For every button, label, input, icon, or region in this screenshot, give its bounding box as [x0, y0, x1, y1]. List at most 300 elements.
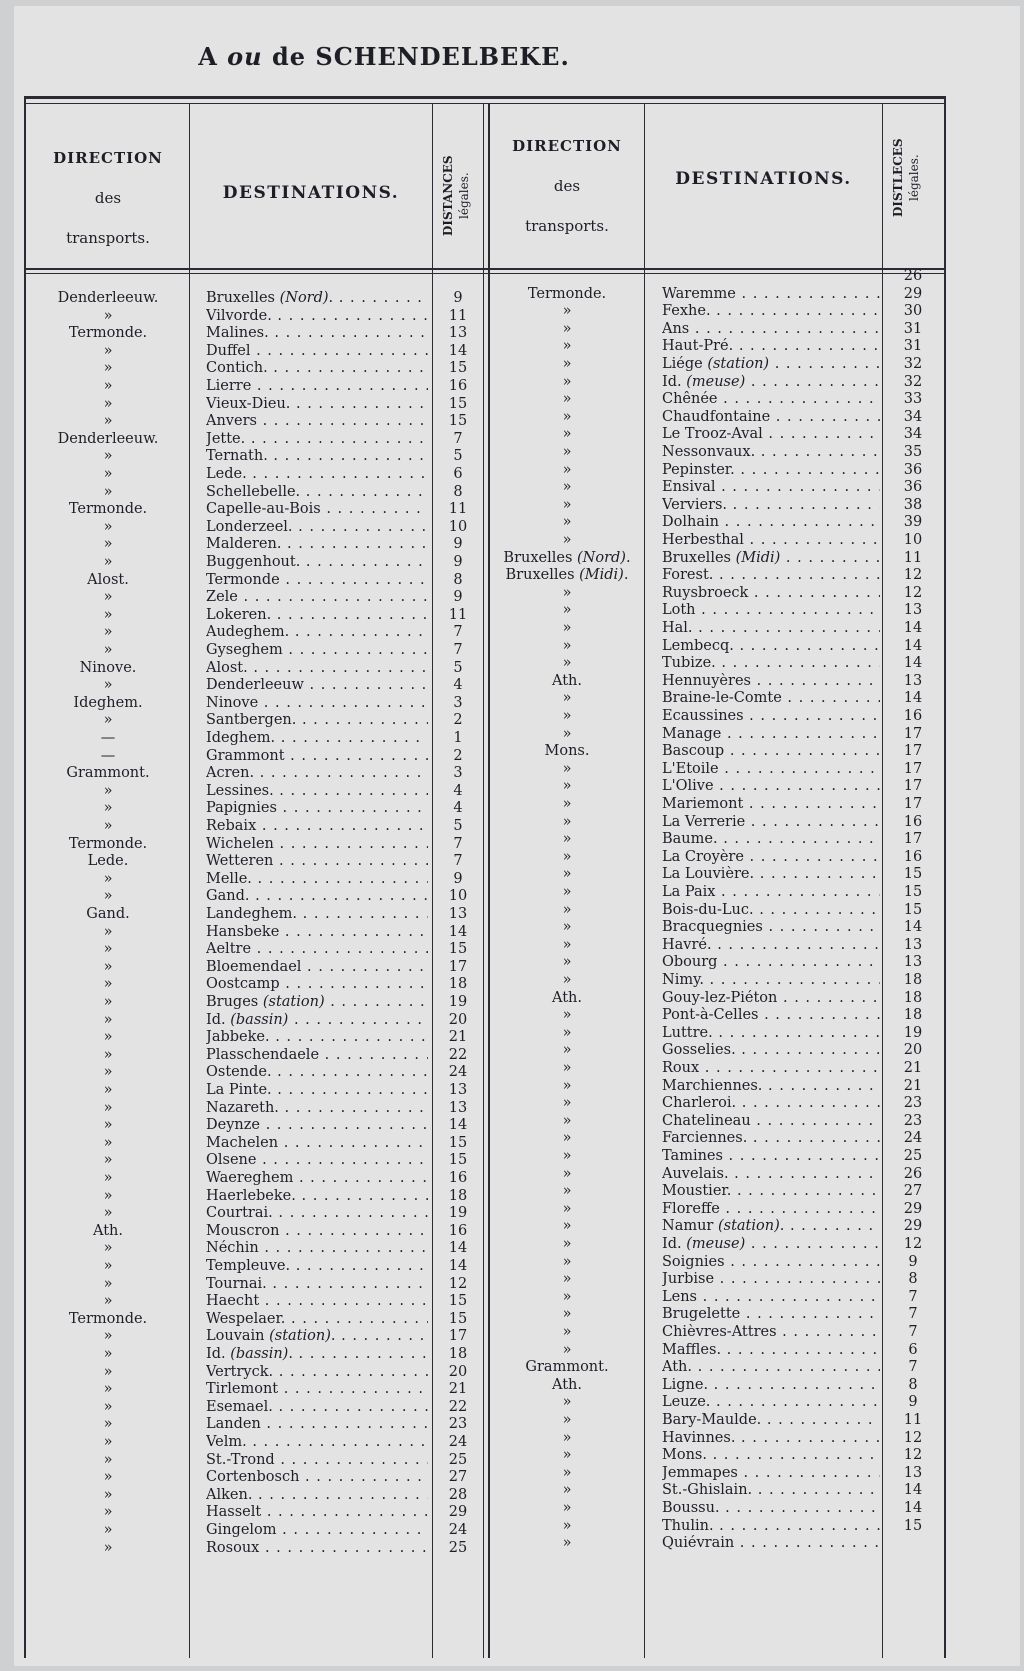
direction-cell: » — [562, 708, 572, 724]
distance-cell: 31 — [903, 320, 923, 337]
destination-cell: Bois-du-Luc. . . . — [662, 902, 880, 920]
direction-cell: » — [103, 1451, 113, 1468]
direction-cell: » — [562, 1112, 572, 1129]
distance-cell: 18 — [448, 1346, 468, 1362]
direction-cell: Termonde. — [68, 835, 148, 852]
table-row — [14, 1078, 954, 1096]
direction-cell: Lede. — [87, 853, 129, 870]
distance-cell: 10 — [448, 518, 468, 535]
distance-cell: 33 — [903, 391, 923, 408]
table-row — [14, 937, 954, 955]
destination-cell: Tirlemont . . . — [206, 1381, 428, 1399]
destination-cell: Ostende. . . . — [206, 1064, 428, 1082]
distance-cell: 15 — [448, 1134, 468, 1151]
parenthetical-note: (bassin) — [230, 1346, 289, 1362]
destination-cell: Rosoux . . . — [206, 1540, 428, 1558]
direction-cell: Ath. — [93, 1222, 123, 1239]
distance-cell: 24 — [903, 1130, 923, 1147]
parenthetical-note: (meuse) — [686, 373, 746, 390]
table-row — [14, 1482, 954, 1500]
table-row — [14, 497, 954, 515]
table-row — [14, 796, 954, 814]
direction-cell: » — [562, 936, 572, 953]
distance-cell: 18 — [903, 1007, 923, 1024]
direction-cell: Mons. — [544, 743, 590, 760]
destination-cell: Louvain (station). . . . — [206, 1328, 428, 1346]
destination-cell: La Croyère . . . — [662, 849, 880, 867]
distance-cell: 4 — [453, 677, 463, 694]
direction-cell: » — [562, 831, 572, 848]
direction-cell: » — [562, 1165, 572, 1182]
direction-cell: » — [103, 677, 113, 694]
direction-cell: Gand. — [86, 906, 130, 922]
direction-cell: » — [562, 1394, 572, 1411]
direction-cell: Termonde. — [68, 501, 148, 518]
destination-cell: Braine-le-Comte . . . — [662, 690, 880, 708]
header-distances-left-line1: DISTANCES — [441, 155, 455, 237]
destination-cell: Quiévrain . . . — [662, 1535, 880, 1553]
direction-cell: » — [562, 1535, 572, 1552]
direction-cell: » — [562, 1447, 572, 1464]
distance-cell: 17 — [448, 1328, 468, 1345]
table-row — [14, 1535, 954, 1553]
table-row — [14, 1430, 954, 1448]
destination-cell: Id. (bassin). . . . — [206, 1346, 428, 1364]
table-row — [14, 567, 954, 585]
distance-cell: 14 — [903, 1500, 923, 1516]
parenthetical-note: (station) — [707, 356, 770, 372]
table-row — [14, 814, 954, 832]
distance-cell: 8 — [908, 1376, 918, 1393]
table-row — [14, 1025, 954, 1043]
direction-cell: » — [103, 1293, 113, 1310]
destination-cell: Schellebelle. . . . — [206, 484, 428, 502]
direction-cell: » — [103, 536, 113, 553]
destination-cell: Buggenhout. . . . — [206, 554, 428, 572]
destination-cell: Landeghem. . . . — [206, 906, 428, 924]
page-title — [14, 42, 754, 71]
distance-cell: 22 — [448, 1398, 468, 1415]
header-distances-left-line2: légales. — [457, 172, 471, 220]
direction-cell: » — [103, 1398, 113, 1415]
table-row — [14, 884, 954, 902]
distance-cell: 15 — [448, 413, 468, 430]
header-direction-right-line2: des — [553, 177, 581, 195]
destination-cell: Marchiennes. . . . — [662, 1078, 880, 1096]
table-row — [14, 303, 954, 321]
distance-cell: 11 — [448, 501, 468, 518]
destination-cell: Chièvres-Attres . . . — [662, 1324, 880, 1342]
distance-cell: 24 — [448, 1434, 468, 1450]
destination-cell: Jabbeke. . . . — [206, 1029, 428, 1047]
destination-cell: Malines. . . . — [206, 325, 428, 343]
distance-cell: 10 — [903, 532, 923, 548]
destination-cell: Rebaix . . . — [206, 818, 428, 836]
header-direction-left — [28, 138, 188, 258]
distance-cell: 13 — [448, 1099, 468, 1116]
destination-cell: Manage . . . — [662, 726, 880, 744]
destination-cell: Mons. . . . — [662, 1447, 880, 1465]
direction-cell: » — [562, 303, 572, 320]
direction-cell: » — [562, 1500, 572, 1516]
destination-cell: Acren. . . . — [206, 765, 428, 783]
destination-cell: Baume. . . . — [662, 831, 880, 849]
distance-cell: 14 — [903, 637, 923, 654]
distance-cell: 32 — [903, 356, 923, 372]
direction-cell: » — [103, 1346, 113, 1362]
header-direction-right-line1: DIRECTION — [512, 137, 622, 155]
destination-cell: Ligne. . . . — [662, 1377, 880, 1395]
distance-cell: 14 — [903, 655, 923, 672]
distance-cell: 36 — [903, 479, 923, 496]
distance-cell: 7 — [453, 853, 463, 870]
destination-cell: Fexhe. . . . — [662, 303, 880, 321]
destination-cell: Écaussines . . . — [662, 708, 880, 726]
direction-cell: » — [562, 1130, 572, 1147]
destination-cell: Maffles. . . . — [662, 1342, 880, 1360]
table-row — [14, 1042, 954, 1060]
destination-cell: Bloemendael . . . — [206, 959, 428, 977]
destination-cell: Velm. . . . — [206, 1434, 428, 1452]
table-row — [14, 902, 954, 920]
distance-cell: 34 — [903, 408, 923, 425]
direction-cell: Ideghem. — [73, 694, 143, 711]
distance-cell: 12 — [903, 567, 923, 584]
destination-cell: Aeltre . . . — [206, 941, 428, 959]
table-row — [14, 268, 954, 286]
destination-cell: Jurbise . . . — [662, 1271, 880, 1289]
destination-cell: Haecht . . . — [206, 1293, 428, 1311]
destination-cell: Leuze. . . . — [662, 1394, 880, 1412]
header-distances-right-line2: légales. — [907, 154, 921, 202]
destination-cell: Papignies . . . — [206, 800, 428, 818]
distance-cell: 12 — [903, 1429, 923, 1446]
destination-cell: Deynze . . . — [206, 1117, 428, 1135]
direction-cell: » — [562, 461, 572, 478]
destination-cell: Hennuyères . . . — [662, 673, 880, 691]
distance-cell: 13 — [903, 672, 923, 689]
distance-cell: 15 — [903, 866, 923, 883]
table-row — [14, 1465, 954, 1483]
direction-cell: » — [562, 1341, 572, 1358]
table-row — [14, 391, 954, 409]
destination-cell: Lessines. . . . — [206, 783, 428, 801]
destination-cell: Londerzeel. . . . — [206, 519, 428, 537]
destination-cell: Alken. . . . — [206, 1487, 428, 1505]
table-row — [14, 1447, 954, 1465]
distance-cell: 9 — [908, 1394, 918, 1411]
direction-cell: » — [562, 1306, 572, 1323]
table-row — [14, 954, 954, 972]
direction-cell: » — [562, 796, 572, 812]
distance-cell: 15 — [448, 1293, 468, 1310]
direction-cell: Grammont. — [525, 1359, 609, 1376]
destination-cell: Gouy-lez-Piéton . . . — [662, 990, 880, 1008]
table-row — [14, 620, 954, 638]
destination-cell: Ninove . . . — [206, 695, 428, 713]
direction-cell: » — [103, 466, 113, 482]
distance-cell: 3 — [453, 765, 463, 782]
distance-cell: 8 — [453, 571, 463, 588]
table-row — [14, 1377, 954, 1395]
destination-cell: Alost. . . . — [206, 660, 428, 678]
direction-cell: » — [103, 624, 113, 641]
direction-cell: » — [103, 976, 113, 993]
table-row — [14, 1394, 954, 1412]
distance-cell: 9 — [453, 536, 463, 553]
table-row — [14, 1007, 954, 1025]
distance-cell: 15 — [903, 884, 923, 900]
distance-cell: 38 — [903, 496, 923, 513]
table-row — [14, 1289, 954, 1307]
table-row — [14, 1060, 954, 1078]
header-direction-right-line3: transports. — [525, 217, 609, 235]
direction-cell: » — [103, 888, 113, 905]
table-row — [14, 1500, 954, 1518]
table-row — [14, 1148, 954, 1166]
distance-cell: 12 — [448, 1275, 468, 1292]
direction-cell: » — [562, 884, 572, 900]
direction-cell: » — [103, 1046, 113, 1063]
distance-cell: 6 — [908, 1341, 918, 1358]
direction-cell: » — [562, 1288, 572, 1305]
direction-cell: » — [562, 813, 572, 830]
destination-cell: Bary-Maulde. . . . — [662, 1412, 880, 1430]
book-page — [14, 6, 1020, 1666]
distance-cell: 14 — [448, 1240, 468, 1257]
destination-cell: Vilvorde. . . . — [206, 308, 428, 326]
direction-cell: » — [103, 589, 113, 606]
direction-cell: » — [562, 1095, 572, 1112]
distance-cell: 9 — [453, 589, 463, 606]
direction-cell: Ath. — [552, 1376, 582, 1393]
header-direction-line3: transports. — [66, 229, 150, 247]
header-destinations-left: DESTINATIONS. — [222, 183, 400, 203]
distance-cell: 8 — [908, 1271, 918, 1288]
distance-cell: 9 — [908, 1253, 918, 1270]
table-row — [14, 550, 954, 568]
direction-cell: » — [562, 1482, 572, 1499]
distance-cell: 23 — [903, 1112, 923, 1129]
distance-cell: 28 — [448, 1486, 468, 1503]
direction-cell: » — [562, 1218, 572, 1235]
destination-cell: Duffel . . . — [206, 343, 428, 361]
distance-cell: 14 — [903, 1482, 923, 1499]
distance-cell: 15 — [448, 941, 468, 958]
direction-cell: » — [562, 373, 572, 390]
direction-cell: » — [103, 342, 113, 359]
destination-cell: St.-Ghislain. . . . — [662, 1482, 880, 1500]
table-row — [14, 532, 954, 550]
table-row — [14, 1359, 954, 1377]
table-row — [14, 602, 954, 620]
direction-cell: Termonde. — [68, 1310, 148, 1327]
direction-cell: » — [562, 426, 572, 443]
direction-cell: » — [562, 496, 572, 513]
parenthetical-note: (station) — [262, 994, 325, 1010]
destination-cell: L'Olive . . . — [662, 778, 880, 796]
destination-cell: Oostcamp . . . — [206, 976, 428, 994]
distance-cell: 16 — [448, 378, 468, 394]
destination-cell: Wichelen . . . — [206, 836, 428, 854]
distance-cell: 36 — [903, 461, 923, 478]
table-row — [14, 514, 954, 532]
direction-cell: » — [103, 1099, 113, 1116]
direction-cell: » — [103, 1328, 113, 1345]
destination-cell: Lens . . . — [662, 1289, 880, 1307]
table-row — [14, 1254, 954, 1272]
destination-cell: Gosselies. . . . — [662, 1042, 880, 1060]
direction-cell: Ath. — [552, 989, 582, 1006]
distance-cell: 13 — [448, 906, 468, 922]
table-row — [14, 1412, 954, 1430]
direction-cell: » — [562, 954, 572, 971]
destination-cell: Ideghem. . . . — [206, 730, 428, 748]
direction-cell: » — [562, 848, 572, 865]
destination-cell: Loth . . . — [662, 602, 880, 620]
distance-cell: 9 — [453, 870, 463, 887]
direction-cell: Termonde. — [68, 325, 148, 342]
distance-cell: 11 — [903, 1412, 923, 1428]
direction-cell: » — [103, 606, 113, 623]
parenthetical-note: (meuse) — [686, 1236, 746, 1252]
distance-cell: 25 — [903, 1148, 923, 1164]
destination-cell: Gand. . . . — [206, 888, 428, 906]
distance-cell: 19 — [448, 994, 468, 1010]
table-row — [14, 585, 954, 603]
destination-cell: Vieux-Dieu. . . . — [206, 396, 428, 414]
distance-cell: 7 — [453, 624, 463, 641]
destination-cell: Audeghem. . . . — [206, 624, 428, 642]
distance-cell: 2 — [453, 747, 463, 764]
distance-cell: 13 — [903, 936, 923, 953]
distance-cell: 29 — [903, 1200, 923, 1217]
direction-cell: — — [100, 747, 116, 764]
destination-cell: Namur (station). . . . — [662, 1218, 880, 1236]
direction-cell: Bruxelles (Midi). — [505, 567, 629, 584]
parenthetical-note: (Midi) — [579, 567, 624, 584]
direction-cell: » — [562, 1412, 572, 1428]
table-row — [14, 849, 954, 867]
direction-cell: » — [562, 866, 572, 883]
parenthetical-note: (Midi) — [735, 549, 781, 566]
direction-cell: » — [562, 1200, 572, 1217]
destination-cell: Courtrai. . . . — [206, 1205, 428, 1223]
destination-cell: Haut-Pré. . . . — [662, 338, 880, 356]
distance-cell: 17 — [903, 743, 923, 760]
destination-cell: Waremme . . . — [662, 286, 880, 304]
destination-cell: Zele . . . — [206, 589, 428, 607]
direction-cell: » — [562, 479, 572, 496]
direction-cell: Grammont. — [66, 765, 150, 782]
distance-cell: 23 — [448, 1416, 468, 1433]
distance-cell: 1 — [453, 730, 463, 746]
table-row — [14, 1201, 954, 1219]
distance-cell: 13 — [448, 325, 468, 342]
direction-cell: » — [103, 413, 113, 430]
destination-cell: Wespelaer. . . . — [206, 1311, 428, 1329]
distance-cell: 3 — [453, 694, 463, 711]
direction-cell: » — [103, 1258, 113, 1274]
direction-cell: » — [103, 1434, 113, 1450]
destination-cell: Auvelais. . . . — [662, 1166, 880, 1184]
table-row — [14, 1324, 954, 1345]
direction-cell: Ninove. — [79, 659, 137, 676]
distance-cell: 17 — [448, 958, 468, 975]
distance-cell: 14 — [448, 1117, 468, 1134]
distance-cell: 21 — [448, 1029, 468, 1046]
parenthetical-note: (Nord) — [577, 549, 626, 566]
table-row — [14, 356, 954, 374]
distance-cell: 22 — [448, 1046, 468, 1063]
distance-cell: 18 — [903, 989, 923, 1006]
destination-cell: Esemael. . . . — [206, 1399, 428, 1417]
destination-cell: Charleroi. . . . — [662, 1095, 880, 1113]
direction-cell: » — [562, 356, 572, 372]
destination-cell: Chatelineau . . . — [662, 1113, 880, 1131]
destination-cell: Jette. . . . — [206, 431, 428, 449]
destination-cell: Grammont . . . — [206, 748, 428, 766]
destination-cell: Ans . . . — [662, 321, 880, 339]
direction-cell: » — [103, 448, 113, 465]
distance-cell: 4 — [453, 800, 463, 817]
distance-cell: 27 — [448, 1469, 468, 1486]
table-row — [14, 479, 954, 497]
destination-cell: Santbergen. . . . — [206, 712, 428, 730]
distance-cell: 32 — [903, 373, 923, 390]
direction-cell: Ath. — [552, 672, 582, 689]
distance-cell: 15 — [448, 1152, 468, 1169]
distance-cell: 5 — [453, 818, 463, 834]
distance-cell: 7 — [908, 1324, 918, 1340]
direction-cell: » — [562, 444, 572, 460]
destination-cell: Pepinster. . . . — [662, 462, 880, 480]
distance-cell: 7 — [908, 1288, 918, 1305]
table-row — [14, 1166, 954, 1184]
distance-cell: 15 — [448, 395, 468, 412]
direction-cell: » — [562, 1007, 572, 1024]
distance-cell: 34 — [903, 426, 923, 443]
destination-cell: Obourg . . . — [662, 954, 880, 972]
distance-cell: 7 — [453, 835, 463, 852]
table-row — [14, 1271, 954, 1289]
destination-cell: La Pinte. . . . — [206, 1082, 428, 1100]
direction-cell: » — [562, 1236, 572, 1252]
header-destinations-right: DESTINATIONS. — [675, 169, 852, 189]
direction-cell: » — [103, 1275, 113, 1292]
destination-cell: Vertryck. . . . — [206, 1364, 428, 1382]
distance-cell: 4 — [453, 782, 463, 799]
distance-cell: 5 — [453, 659, 463, 676]
distance-cell: 18 — [448, 1187, 468, 1204]
direction-cell: Denderleeuw. — [57, 430, 159, 447]
destination-cell: Néchin . . . — [206, 1240, 428, 1258]
distance-cell: 7 — [453, 430, 463, 447]
distance-cell: 12 — [903, 1447, 923, 1464]
distance-cell: 27 — [903, 1183, 923, 1200]
destination-cell: Roux . . . — [662, 1060, 880, 1078]
destination-cell: Olsene . . . — [206, 1152, 428, 1170]
destination-cell: Templeuve. . . . — [206, 1258, 428, 1276]
destination-cell: Bracquegnies . . . — [662, 919, 880, 937]
distance-cell: 14 — [903, 690, 923, 707]
distance-cell: 17 — [903, 796, 923, 812]
distance-cell: 23 — [903, 1095, 923, 1112]
distance-cell: 29 — [903, 285, 923, 302]
destination-cell: Herbesthal . . . — [662, 532, 880, 550]
distance-cell: 6 — [453, 466, 463, 482]
distance-cell: 16 — [448, 1222, 468, 1239]
